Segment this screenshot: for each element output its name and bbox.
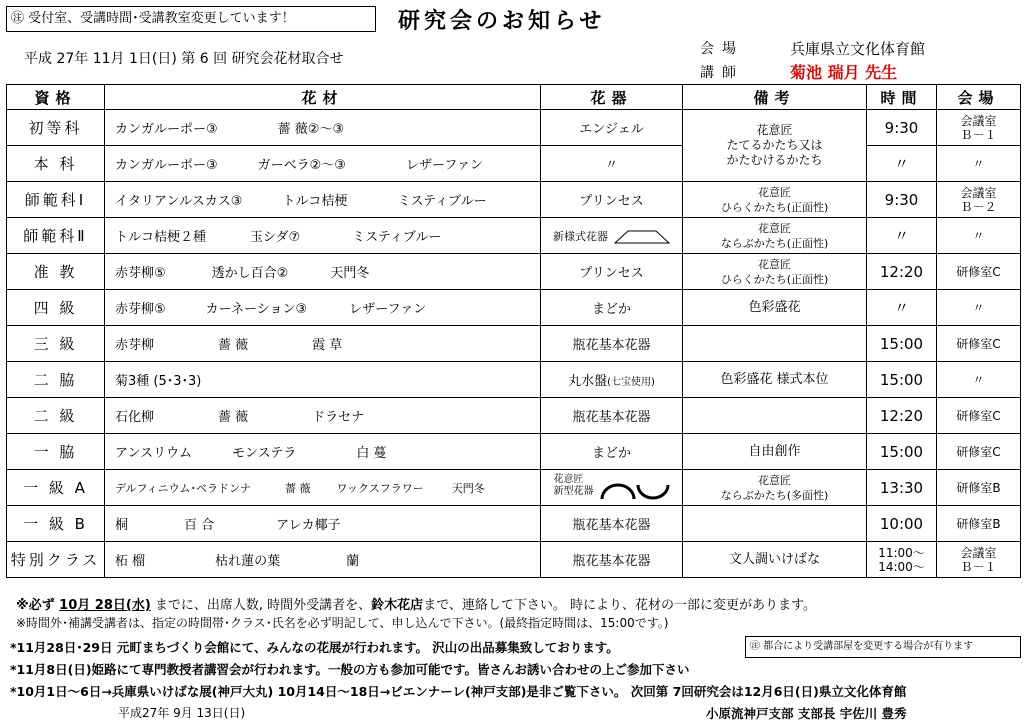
footer-overtime-line: ※時間外･補講受講者は、指定の時間帯･クラス･氏名を必ず明記して、申し込んで下さい。(最終指定時間は、15:00です。) <box>16 616 669 630</box>
table-row <box>7 434 1021 470</box>
cell-level: 二 級 <box>7 398 105 434</box>
cell-room: 研修室B <box>937 506 1021 542</box>
footer-shop-name: 鈴木花店 <box>371 598 424 613</box>
cell-time: 11:00～ 14:00～ <box>867 542 937 578</box>
cell-time: 9:30 <box>867 110 937 146</box>
cell-room: 研修室C <box>937 254 1021 290</box>
cell-vase <box>541 110 683 146</box>
vase-note: (七宝使用) <box>607 377 655 388</box>
flower-item: ミスティブルー <box>397 194 487 209</box>
cell-vase <box>541 470 683 506</box>
cell-note: 花意匠 ならぶかたち(多面性) <box>683 470 867 506</box>
flower-item: アレカ椰子 <box>276 518 341 533</box>
cell-flowers <box>105 434 541 470</box>
cell-room: 会議室 Ｂ－１ <box>937 542 1021 578</box>
cell-level: 師範科Ⅱ <box>7 218 105 254</box>
flower-item: トルコ桔梗２種 <box>115 230 207 245</box>
cell-note: 文人調いけばな <box>683 542 867 578</box>
flower-item: アンスリウム <box>115 446 192 461</box>
cell-flowers <box>105 254 541 290</box>
cell-level: 准 教 <box>7 254 105 290</box>
cell-level: 特別クラス <box>7 542 105 578</box>
cell-vase <box>541 542 683 578</box>
cell-time: 〃 <box>867 146 937 182</box>
vase-name: 瓶花基本花器 <box>572 410 651 425</box>
vase-name: 新様式花器 <box>553 229 608 243</box>
table-row <box>7 146 1021 182</box>
teacher-label: 講師 <box>700 65 744 81</box>
cell-time: 12:20 <box>867 254 937 290</box>
flower-item: カンガルーポー③ <box>115 122 218 137</box>
table-row <box>7 362 1021 398</box>
flower-item: 天門冬 <box>451 481 485 495</box>
header-vase: 花器 <box>541 85 683 110</box>
cell-level: 二 脇 <box>7 362 105 398</box>
header-time: 時間 <box>867 85 937 110</box>
footer-exhibition-line: *11月28日･29日 元町まちづくり会館にて、みんなの花展が行われます。 沢山の出品募集致しております。 <box>10 640 619 655</box>
cell-note-merged: 花意匠 たてるかたち又は かたむけるかたち <box>683 110 867 182</box>
flower-item: 赤芽柳 <box>115 338 155 353</box>
change-notice-box: ㊟ 受付室、受講時間･受講教室変更しています！ <box>6 6 376 32</box>
venue-value: 兵庫県立文化体育館 <box>790 40 926 58</box>
cell-note: 花意匠 ひらくかたち(正面性) <box>683 254 867 290</box>
flower-item: ガーベラ②～③ <box>257 158 346 173</box>
flower-item: 枯れ蓮の葉 <box>215 554 281 569</box>
cell-time: 9:30 <box>867 182 937 218</box>
vase-shape-icon <box>614 230 670 244</box>
flower-item: 薔 薇 <box>218 410 249 425</box>
meeting-subtitle: 平成 27年 11月 1日(日) 第 6 回 研究会花材取合せ <box>24 51 344 67</box>
cell-time: 15:00 <box>867 326 937 362</box>
cell-vase <box>541 326 683 362</box>
cell-time: 10:00 <box>867 506 937 542</box>
cell-time: 〃 <box>867 218 937 254</box>
header-note: 備考 <box>683 85 867 110</box>
table-row <box>7 542 1021 578</box>
footer-line1-a: ※必ず <box>16 598 60 613</box>
cell-vase <box>541 362 683 398</box>
flower-item: カンガルーポー③ <box>115 158 218 173</box>
footer-line1-c: まで、連絡して下さい。 時により、花材の一部に変更があります。 <box>423 598 817 613</box>
cell-note <box>683 326 867 362</box>
footer-signature: 小原流神戸支部 支部長 宇佐川 豊秀 <box>706 706 907 721</box>
cell-flowers <box>105 542 541 578</box>
flower-item: モンステラ <box>231 446 297 461</box>
cell-room: 研修室C <box>937 398 1021 434</box>
vase-name: 丸水盤 <box>568 374 608 389</box>
cell-flowers <box>105 506 541 542</box>
cell-level: 本 科 <box>7 146 105 182</box>
cell-note: 自由創作 <box>683 434 867 470</box>
flower-item: ミスティブルー <box>352 230 442 245</box>
cell-time: 15:00 <box>867 434 937 470</box>
cell-note <box>683 506 867 542</box>
cell-room: 研修室B <box>937 470 1021 506</box>
flower-item: レザーファン <box>405 158 484 173</box>
flower-item: 蘭 <box>346 554 360 569</box>
cell-room: 研修室C <box>937 326 1021 362</box>
teacher-value: 菊池 瑞月 先生 <box>790 63 898 82</box>
cell-time: 13:30 <box>867 470 937 506</box>
cell-flowers <box>105 218 541 254</box>
footer-line1-b: までに、出席人数, 時間外受講者を、 <box>150 598 372 613</box>
footer-lecture-line: *11月8日(日)姫路にて専門教授者講習会が行われます。一般の方も参加可能です。皆さんお誘い合わせの上ご参加下さい <box>10 662 690 677</box>
cell-room: 〃 <box>937 218 1021 254</box>
table-row <box>7 326 1021 362</box>
table-row <box>7 182 1021 218</box>
flower-item: デルフィニウム･ベラドンナ <box>115 481 251 495</box>
cell-level: 一 級 B <box>7 506 105 542</box>
flower-item: ワックスフラワー <box>336 481 424 495</box>
cell-level: 一 脇 <box>7 434 105 470</box>
cell-room: 会議室 Ｂ－２ <box>937 182 1021 218</box>
table-row <box>7 218 1021 254</box>
cell-time: 15:00 <box>867 362 937 398</box>
vase-name: プリンセス <box>579 266 644 281</box>
flower-item: 百 合 <box>184 518 215 533</box>
table-header-row <box>7 85 1021 110</box>
flower-item: 霞 草 <box>312 338 343 353</box>
flower-item: 薔 薇②～③ <box>277 122 345 137</box>
cell-room: 〃 <box>937 290 1021 326</box>
table-row <box>7 290 1021 326</box>
cell-vase <box>541 434 683 470</box>
vase-name: まどか <box>591 446 631 461</box>
cell-vase <box>541 218 683 254</box>
cell-room: 〃 <box>937 362 1021 398</box>
cell-note: 花意匠 ひらくかたち(正面性) <box>683 182 867 218</box>
table-row <box>7 506 1021 542</box>
cell-note: 色彩盛花 <box>683 290 867 326</box>
cell-flowers <box>105 110 541 146</box>
table-row <box>7 110 1021 146</box>
footer-events-line: *10月1日～6日→兵庫県いけばな展(神戸大丸) 10月14日～18日→ビエンナーレ(神戸支部)是非ご覧下さい。 次回第 7回研究会は12月6日(日)県立文化体育館 <box>10 684 907 699</box>
flower-item: 薔 薇 <box>218 338 249 353</box>
cell-flowers <box>105 146 541 182</box>
flower-item: イタリアンルスカス③ <box>115 194 243 209</box>
flower-item: 天門冬 <box>330 266 370 281</box>
flower-item: 石化柳 <box>115 410 155 425</box>
header-flowers: 花材 <box>105 85 541 110</box>
cell-vase <box>541 398 683 434</box>
cell-time: 12:20 <box>867 398 937 434</box>
cell-note: 色彩盛花 様式本位 <box>683 362 867 398</box>
vase-name: プリンセス <box>579 194 644 209</box>
header-level: 資格 <box>7 85 105 110</box>
room-change-note: ㊟ 都合により受講部屋を変更する場合が有ります <box>745 636 1021 658</box>
flower-item: 桐 <box>115 518 129 533</box>
footer-deadline-line <box>16 594 816 613</box>
vase-name: 瓶花基本花器 <box>572 554 651 569</box>
flower-item: 菊3種 (5･3･3) <box>115 374 202 389</box>
cell-flowers <box>105 470 541 506</box>
flower-item: 赤芽柳⑤ <box>115 302 166 317</box>
header-room: 会場 <box>937 85 1021 110</box>
vase-name: 瓶花基本花器 <box>572 518 651 533</box>
table-row <box>7 398 1021 434</box>
vase-name: 花意匠 新型花器 <box>553 474 594 497</box>
cell-level: 一 級 A <box>7 470 105 506</box>
venue-label: 会場 <box>700 41 744 57</box>
cell-vase <box>541 182 683 218</box>
flower-item: 透かし百合② <box>211 266 289 281</box>
footer-date: 平成27年 9月 13日(日) <box>118 706 246 720</box>
cell-vase <box>541 506 683 542</box>
cell-vase <box>541 146 683 182</box>
cell-level: 師範科Ⅰ <box>7 182 105 218</box>
cell-flowers <box>105 326 541 362</box>
vase-name: エンジェル <box>579 122 644 137</box>
flower-item: 玉シダ⑦ <box>250 230 301 245</box>
cell-flowers <box>105 362 541 398</box>
schedule-table <box>6 84 1021 578</box>
footer-deadline-date: 10月 28日(水) <box>59 598 151 613</box>
flower-item: ドラセナ <box>312 410 365 425</box>
cell-vase <box>541 290 683 326</box>
flower-item: レザーファン <box>349 302 427 317</box>
cell-level: 初等科 <box>7 110 105 146</box>
page-title: 研究会のお知らせ <box>398 9 606 34</box>
cell-flowers <box>105 290 541 326</box>
cell-flowers <box>105 398 541 434</box>
cell-vase <box>541 254 683 290</box>
cell-note: 花意匠 ならぶかたち(正面性) <box>683 218 867 254</box>
cell-level: 四 級 <box>7 290 105 326</box>
flower-item: トルコ桔梗 <box>282 194 348 209</box>
cell-level: 三 級 <box>7 326 105 362</box>
cell-note <box>683 398 867 434</box>
cell-flowers <box>105 182 541 218</box>
flower-item: 赤芽柳⑤ <box>115 266 166 281</box>
table-row <box>7 254 1021 290</box>
cell-time: 〃 <box>867 290 937 326</box>
cell-room: 研修室C <box>937 434 1021 470</box>
cell-room: 〃 <box>937 146 1021 182</box>
vase-name: まどか <box>591 302 631 317</box>
flower-item: 薔 薇 <box>284 481 311 495</box>
flower-item: 白 蔓 <box>356 446 387 461</box>
cell-room: 会議室 Ｂ－１ <box>937 110 1021 146</box>
vase-name: 瓶花基本花器 <box>572 338 651 353</box>
flower-item: 柘 榴 <box>115 554 146 569</box>
table-row <box>7 470 1021 506</box>
vase-name: 〃 <box>604 158 618 173</box>
vase-shape-icon <box>600 481 670 501</box>
flower-item: カーネーション③ <box>205 302 308 317</box>
